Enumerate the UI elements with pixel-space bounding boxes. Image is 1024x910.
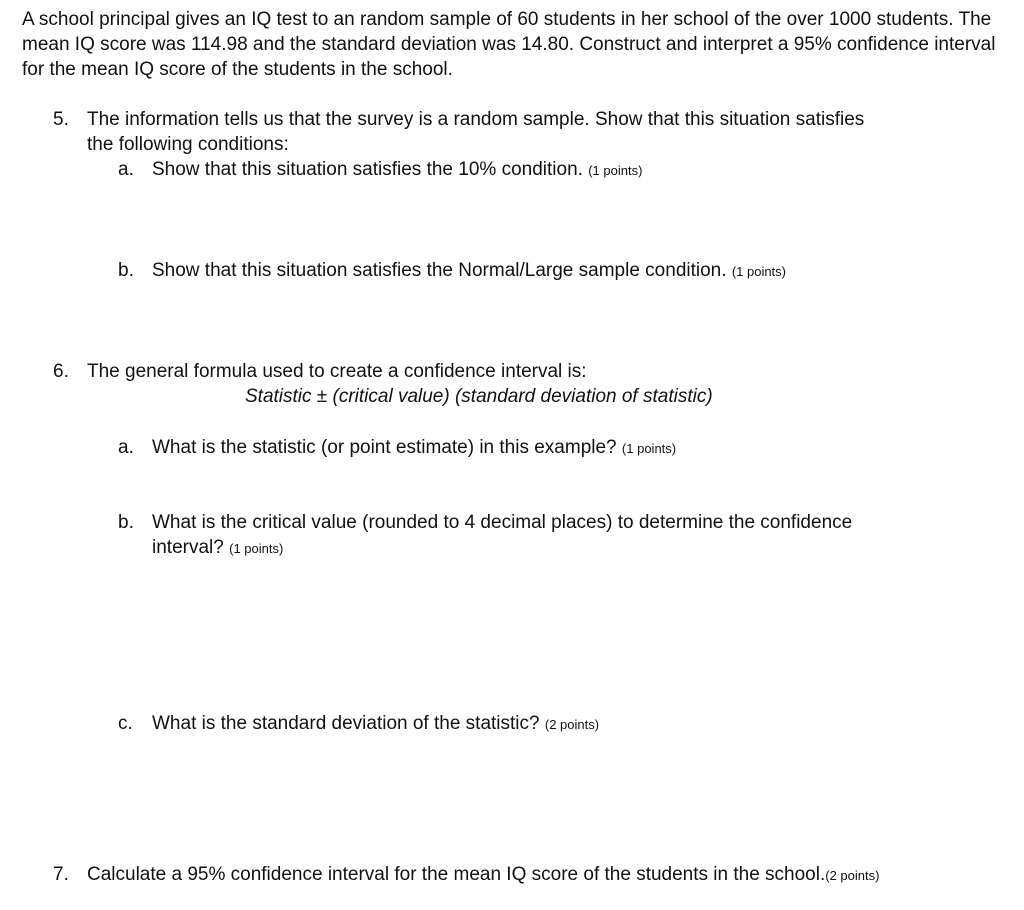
problem-intro: A school principal gives an IQ test to an random sample of 60 students in her school of the over 1000 students. The mean IQ score was 114.98 and the standard deviation was 14.80. Construct and interpret a 95% confidence interval for the mean IQ score of the students in the school. <box>22 9 996 80</box>
question-text: the following conditions: <box>87 134 289 155</box>
question-number: 5. <box>53 109 69 130</box>
part-text: What is the critical value (rounded to 4 decimal places) to determine the confidence <box>152 512 853 533</box>
part-letter: b. <box>118 512 134 533</box>
part-text: What is the standard deviation of the statistic? <box>152 713 540 734</box>
question-5a <box>118 157 642 183</box>
question-text: Calculate a 95% confidence interval for the mean IQ score of the students in the school. <box>87 864 826 885</box>
points-label: (1 points) <box>621 441 677 456</box>
question-text: The information tells us that the survey is a random sample. Show that this situation satisfies <box>87 109 865 130</box>
part-text: What is the statistic (or point estimate) in this example? <box>152 437 617 458</box>
question-5-continued <box>87 132 289 157</box>
part-text: Show that this situation satisfies the Normal/Large sample condition. <box>152 260 727 281</box>
points-label: (1 points) <box>588 163 643 178</box>
question-7 <box>53 862 879 888</box>
question-6 <box>53 359 587 384</box>
question-number: 6. <box>53 361 69 382</box>
question-text: The general formula used to create a confidence interval is: <box>87 361 587 382</box>
points-label: (2 points) <box>544 717 600 732</box>
question-5b <box>118 258 786 284</box>
points-label: (1 points) <box>731 264 787 279</box>
part-letter: b. <box>118 260 134 281</box>
part-letter: c. <box>118 713 133 734</box>
question-6c <box>118 711 599 737</box>
question-6b-continued <box>152 535 283 561</box>
part-letter: a. <box>118 437 134 458</box>
part-text: interval? <box>152 537 224 558</box>
points-label: (1 points) <box>229 541 284 556</box>
question-5 <box>53 107 864 132</box>
question-number: 7. <box>53 864 69 885</box>
ci-formula: Statistic ± (critical value) (standard deviation of statistic) <box>245 386 713 407</box>
question-6a <box>118 435 676 461</box>
points-label: (2 points) <box>825 868 880 883</box>
question-6b <box>118 510 852 535</box>
part-text: Show that this situation satisfies the 10% condition. <box>152 159 583 180</box>
part-letter: a. <box>118 159 134 180</box>
